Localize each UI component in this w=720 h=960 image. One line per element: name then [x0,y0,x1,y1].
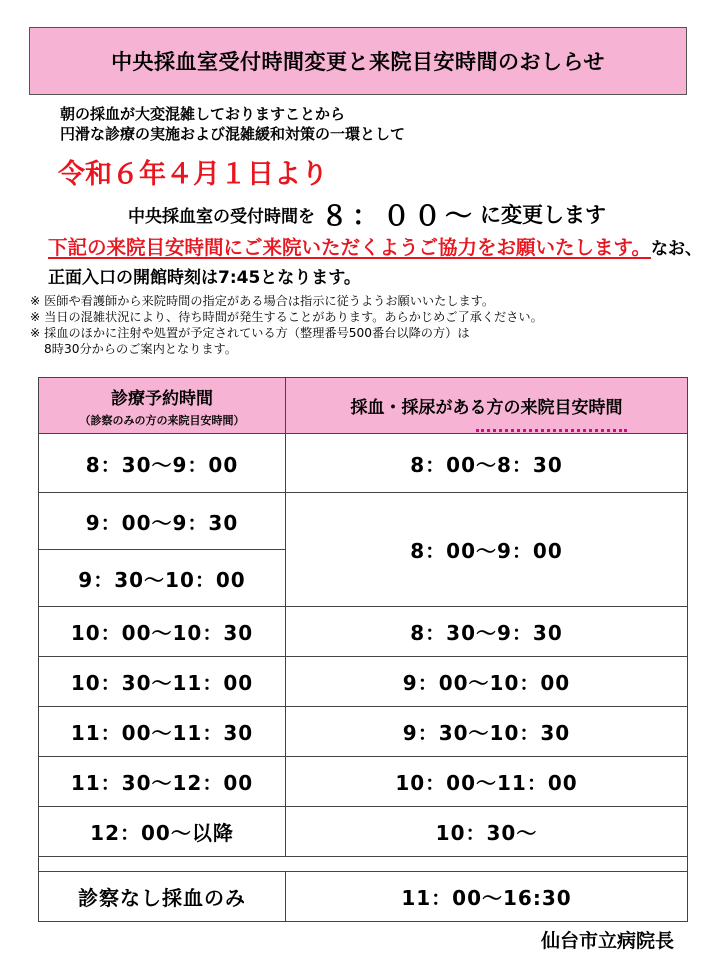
note-1: ※ 医師や看護師から来院時間の指定がある場合は指示に従うようお願いいたします。 [30,294,495,308]
request-black: なお、正面入口の開館時刻は7:45となります。 [48,239,702,288]
intro-line-2: 円滑な診療の実施および混雑緩和対策の一環として [60,125,406,143]
footer-right: 11：00～16:30 [286,872,688,922]
table-gap [39,857,688,872]
table-cell-right-merged: 8：00～9：00 [286,493,688,607]
table-cell-left: 11：30～12：00 [39,757,286,807]
table-cell-left: 11：00～11：30 [39,707,286,757]
table-row [39,607,688,657]
table-cell-right: 8：30～9：30 [286,607,688,657]
table-cell-right: 9：00～10：00 [286,657,688,707]
note-3: ※ 採血のほかに注射や処置が予定されている方（整理番号500番台以降の方）は [30,326,470,340]
header-right-label: 採血・採尿がある方の来院目安時間 [350,398,623,418]
table-row [39,757,688,807]
footer-left: 診察なし採血のみ [39,872,286,922]
intro-line-1: 朝の採血が大変混雑しておりますことから [60,105,346,123]
table-row [39,807,688,857]
dotted-underline [476,429,627,432]
intro-text [60,104,405,144]
request-red: 下記の来院目安時間にご来院いただくようご協力をお願いたします。 [48,236,651,259]
table-header-row [39,378,688,434]
signature: 仙台市立病院長 [540,930,674,952]
table-row [39,657,688,707]
header-right-text [351,393,623,418]
table-cell-left: 8：30～9：00 [39,434,286,493]
table-cell-left: 9：30～10：00 [39,550,286,607]
table-footer-row [39,872,688,922]
page-title: 中央採血室受付時間変更と来院目安時間のおしらせ [29,27,687,95]
table-cell-right: 10：00～11：00 [286,757,688,807]
header-left-main: 診療予約時間 [111,388,213,409]
table-cell-right: 10：30～ [286,807,688,857]
table-row [39,434,688,493]
table-cell-left: 12：00～以降 [39,807,286,857]
change-after: に変更します [480,203,606,227]
table-cell-right: 8：00～8：30 [286,434,688,493]
header-left-sub: （診察のみの方の来院目安時間） [79,413,245,427]
request-text [48,234,718,292]
schedule-table [38,377,688,922]
header-right [286,378,688,434]
table-cell-right: 9：30～10：30 [286,707,688,757]
gap-cell [39,857,688,872]
table-row [39,493,688,550]
table-cell-left: 10：00～10：30 [39,607,286,657]
note-2: ※ 当日の混雑状況により、待ち時間が発生することがあります。あらかじめご了承ください。 [30,310,543,324]
table-row [39,707,688,757]
table-cell-left: 9：00～9：30 [39,493,286,550]
change-notice [128,194,606,233]
header-left [39,378,286,434]
change-time: ８：００～ [321,201,476,232]
effective-date: 令和６年４月１日より [58,159,328,190]
change-before: 中央採血室の受付時間を [128,207,315,227]
note-3-continued: 8時30分からのご案内となります。 [44,342,237,356]
notes [30,293,543,357]
table-cell-left: 10：30～11：00 [39,657,286,707]
